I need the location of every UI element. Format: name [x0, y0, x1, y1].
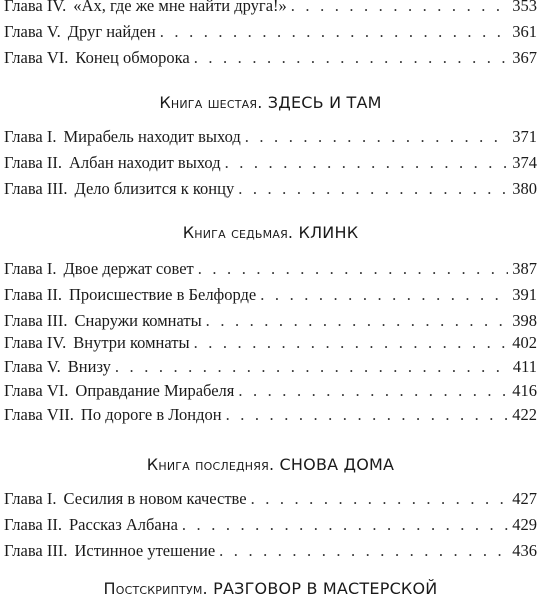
chapter-number: Глава I. — [4, 259, 57, 278]
toc-entry — [4, 489, 537, 509]
chapter-number: Глава V. — [4, 22, 61, 41]
chapter-number: Глава II. — [4, 153, 62, 172]
chapter-title: Мирабель находит выход — [63, 127, 241, 146]
toc-entry-label — [4, 153, 221, 173]
chapter-number: Глава I. — [4, 127, 57, 146]
book-title: КЛИНК — [298, 223, 359, 242]
toc-entry-label — [4, 48, 190, 68]
chapter-title: Рассказ Албана — [69, 515, 178, 534]
chapter-title: Внизу — [67, 357, 111, 376]
chapter-number: Глава IV. — [4, 333, 67, 352]
page-number: 361 — [512, 22, 537, 41]
toc-entry-label — [4, 22, 156, 42]
page-number: 398 — [512, 311, 537, 330]
chapter-number: Глава III. — [4, 311, 68, 330]
dot-leader — [115, 357, 509, 377]
dot-leader — [194, 333, 509, 353]
toc-entry-label — [4, 0, 287, 16]
toc-entry — [4, 127, 537, 147]
page-number: 380 — [512, 179, 537, 198]
page-number: 371 — [512, 127, 537, 146]
toc-entry — [4, 405, 537, 425]
dot-leader — [225, 153, 509, 173]
book-title: ЗДЕСЬ И ТАМ — [267, 93, 382, 112]
toc-entry — [4, 153, 537, 173]
chapter-title: Друг найден — [67, 22, 156, 41]
page-number: 387 — [512, 259, 537, 278]
book-number: Книга шестая. — [159, 93, 263, 112]
toc-entry-label — [4, 311, 202, 331]
page-number: 427 — [512, 489, 537, 508]
toc-entry-label — [4, 541, 215, 561]
chapter-number: Глава II. — [4, 515, 62, 534]
toc-entry — [4, 541, 537, 561]
toc-entry-label — [4, 179, 234, 199]
page-number: 436 — [512, 541, 537, 560]
chapter-title: Сесилия в новом качестве — [63, 489, 247, 508]
page-number: 416 — [512, 381, 537, 400]
page-number: 353 — [512, 0, 537, 15]
dot-leader — [238, 381, 508, 401]
chapter-title: Истинное утешение — [74, 541, 216, 560]
page-number: 411 — [512, 357, 537, 376]
dot-leader — [219, 541, 508, 561]
dot-leader — [160, 22, 508, 42]
dot-leader — [245, 127, 509, 147]
toc-entry-label — [4, 405, 222, 425]
chapter-title: Албан находит выход — [69, 153, 221, 172]
toc-entry — [4, 0, 537, 16]
toc-entry-label — [4, 357, 111, 377]
book-heading — [0, 578, 541, 600]
page-number: 429 — [512, 515, 537, 534]
toc-entry — [4, 285, 537, 305]
toc-entry-label — [4, 285, 256, 305]
dot-leader — [238, 179, 508, 199]
toc-entry — [4, 357, 537, 377]
book-number: Постскриптум. — [103, 579, 208, 598]
chapter-title: По дороге в Лондон — [80, 405, 222, 424]
dot-leader — [182, 515, 508, 535]
toc-entry-label — [4, 259, 194, 279]
toc-entry — [4, 22, 537, 42]
dot-leader — [194, 48, 509, 68]
dot-leader — [206, 311, 509, 331]
book-number: Книга седьмая. — [182, 223, 294, 242]
dot-leader — [198, 259, 509, 279]
chapter-title: Конец обморока — [75, 48, 190, 67]
dot-leader — [291, 0, 508, 16]
toc-entry — [4, 48, 537, 68]
book-title: СНОВА ДОМА — [279, 455, 395, 474]
book-heading — [0, 454, 541, 476]
toc-entry-label — [4, 515, 178, 535]
toc-entry — [4, 333, 537, 353]
dot-leader — [251, 489, 509, 509]
chapter-number: Глава I. — [4, 489, 57, 508]
toc-entry-label — [4, 489, 247, 509]
book-heading — [0, 222, 541, 244]
toc-entry-label — [4, 127, 241, 147]
book-heading — [0, 92, 541, 114]
page-number: 422 — [512, 405, 537, 424]
chapter-title: Дело близится к концу — [74, 179, 235, 198]
chapter-number: Глава VI. — [4, 381, 69, 400]
toc-entry — [4, 381, 537, 401]
toc-entry — [4, 515, 537, 535]
page-number: 374 — [512, 153, 537, 172]
toc-entry — [4, 179, 537, 199]
chapter-title: Происшествие в Белфорде — [69, 285, 257, 304]
toc-entry-label — [4, 381, 234, 401]
chapter-number: Глава IV. — [4, 0, 67, 15]
chapter-number: Глава III. — [4, 541, 68, 560]
page-number: 402 — [512, 333, 537, 352]
chapter-number: Глава III. — [4, 179, 68, 198]
chapter-number: Глава VI. — [4, 48, 69, 67]
toc-entry — [4, 311, 537, 331]
book-title: РАЗГОВОР В МАСТЕРСКОЙ — [213, 579, 438, 598]
chapter-number: Глава II. — [4, 285, 62, 304]
toc-entry — [4, 259, 537, 279]
chapter-title: Оправдание Мирабеля — [75, 381, 235, 400]
chapter-title: Двое держат совет — [63, 259, 194, 278]
chapter-title: Внутри комнаты — [73, 333, 190, 352]
dot-leader — [260, 285, 508, 305]
chapter-number: Глава V. — [4, 357, 61, 376]
chapter-title: Снаружи комнаты — [74, 311, 202, 330]
chapter-title: «Ах, где же мне найти друга!» — [73, 0, 287, 15]
chapter-number: Глава VII. — [4, 405, 74, 424]
page-number: 367 — [512, 48, 537, 67]
book-number: Книга последняя. — [146, 455, 275, 474]
page-number: 391 — [512, 285, 537, 304]
dot-leader — [226, 405, 509, 425]
toc-entry-label — [4, 333, 190, 353]
